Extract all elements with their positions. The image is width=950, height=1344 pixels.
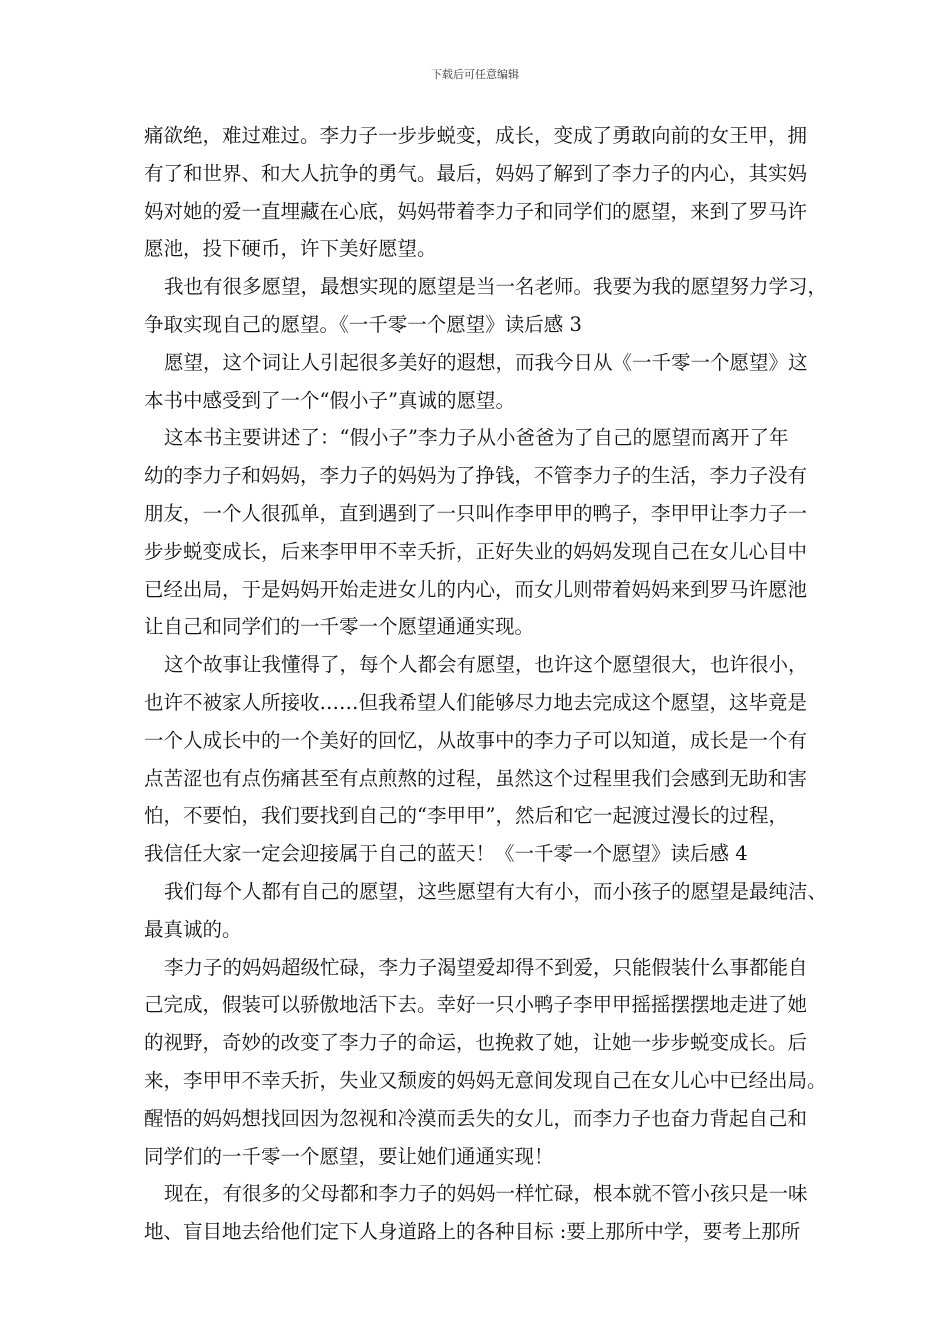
text-line: 已经出局，于是妈妈开始走进女儿的内心，而女儿则带着妈妈来到罗马许愿池 bbox=[144, 577, 808, 601]
text-line: 让自己和同学们的一千零一个愿望通通实现。 bbox=[144, 615, 535, 639]
text-line: 幼的李力子和妈妈，李力子的妈妈为了挣钱，不管李力子的生活，李力子没有 bbox=[144, 464, 808, 488]
text-line: 有了和世界、和大人抗争的勇气。最后，妈妈了解到了李力子的内心，其实妈 bbox=[144, 161, 808, 185]
text-line: 争取实现自己的愿望。《一千零一个愿望》读后感 3 bbox=[144, 312, 582, 336]
text-line: 的视野，奇妙的改变了李力子的命运，也挽救了她，让她一步步蜕变成长。后 bbox=[144, 1031, 808, 1055]
text-line: 朋友，一个人很孤单，直到遇到了一只叫作李甲甲的鸭子，李甲甲让李力子一 bbox=[144, 501, 808, 525]
text-line: 愿望，这个词让人引起很多美好的遐想，而我今日从《一千零一个愿望》这 bbox=[164, 350, 808, 374]
text-line: 现在，有很多的父母都和李力子的妈妈一样忙碌，根本就不管小孩只是一味 bbox=[164, 1182, 808, 1206]
text-line: 妈对她的爱一直埋藏在心底，妈妈带着李力子和同学们的愿望，来到了罗马许 bbox=[144, 199, 808, 223]
text-line: 痛欲绝，难过难过。李力子一步步蜕变，成长，变成了勇敢向前的女王甲，拥 bbox=[144, 124, 808, 147]
text-line: 李力子的妈妈超级忙碌，李力子渴望爱却得不到爱，只能假装什么事都能自 bbox=[164, 955, 808, 979]
text-line: 也许不被家人所接收……但我希望人们能够尽力地去完成这个愿望，这毕竟是 bbox=[144, 690, 808, 714]
text-line: 最真诚的。 bbox=[144, 917, 242, 941]
text-line: 我们每个人都有自己的愿望，这些愿望有大有小，而小孩子的愿望是最纯洁、 bbox=[164, 879, 828, 903]
text-line: 我也有很多愿望，最想实现的愿望是当一名老师。我要为我的愿望努力学习， bbox=[164, 275, 828, 299]
text-line: 来，李甲甲不幸夭折，失业又颓废的妈妈无意间发现自己在女儿心中已经出局。 bbox=[144, 1068, 827, 1092]
text-line: 同学们的一千零一个愿望，要让她们通通实现！ bbox=[144, 1144, 554, 1168]
text-line: 这本书主要讲述了：“假小子”李力子从小爸爸为了自己的愿望而离开了年 bbox=[164, 426, 789, 450]
text-line: 醒悟的妈妈想找回因为忽视和冷漠而丢失的女儿，而李力子也奋力背起自己和 bbox=[144, 1106, 808, 1130]
page-header: 下载后可任意编辑 bbox=[431, 68, 519, 81]
text-line: 怕，不要怕，我们要找到自己的“李甲甲”，然后和它一起渡过漫长的过程， bbox=[144, 804, 788, 828]
text-line: 一个人成长中的一个美好的回忆，从故事中的李力子可以知道，成长是一个有 bbox=[144, 728, 808, 752]
text-line: 这个故事让我懂得了，每个人都会有愿望，也许这个愿望很大，也许很小， bbox=[164, 653, 808, 677]
text-line: 本书中感受到了一个“假小子”真诚的愿望。 bbox=[144, 388, 515, 412]
text-line: 我信任大家一定会迎接属于自己的蓝天！《一千零一个愿望》读后感 4 bbox=[144, 842, 748, 866]
text-line: 愿池，投下硬币，许下美好愿望。 bbox=[144, 237, 437, 261]
text-line: 点苦涩也有点伤痛甚至有点煎熬的过程，虽然这个过程里我们会感到无助和害 bbox=[144, 766, 808, 790]
text-line: 步步蜕变成长，后来李甲甲不幸夭折，正好失业的妈妈发现自己在女儿心目中 bbox=[144, 539, 808, 563]
text-line: 地、盲目地去给他们定下人身道路上的各种目标 :要上那所中学，要考上那所 bbox=[144, 1220, 801, 1244]
text-line: 己完成，假装可以骄傲地活下去。幸好一只小鸭子李甲甲摇摇摆摆地走进了她 bbox=[144, 993, 808, 1017]
document-body bbox=[144, 117, 834, 1251]
